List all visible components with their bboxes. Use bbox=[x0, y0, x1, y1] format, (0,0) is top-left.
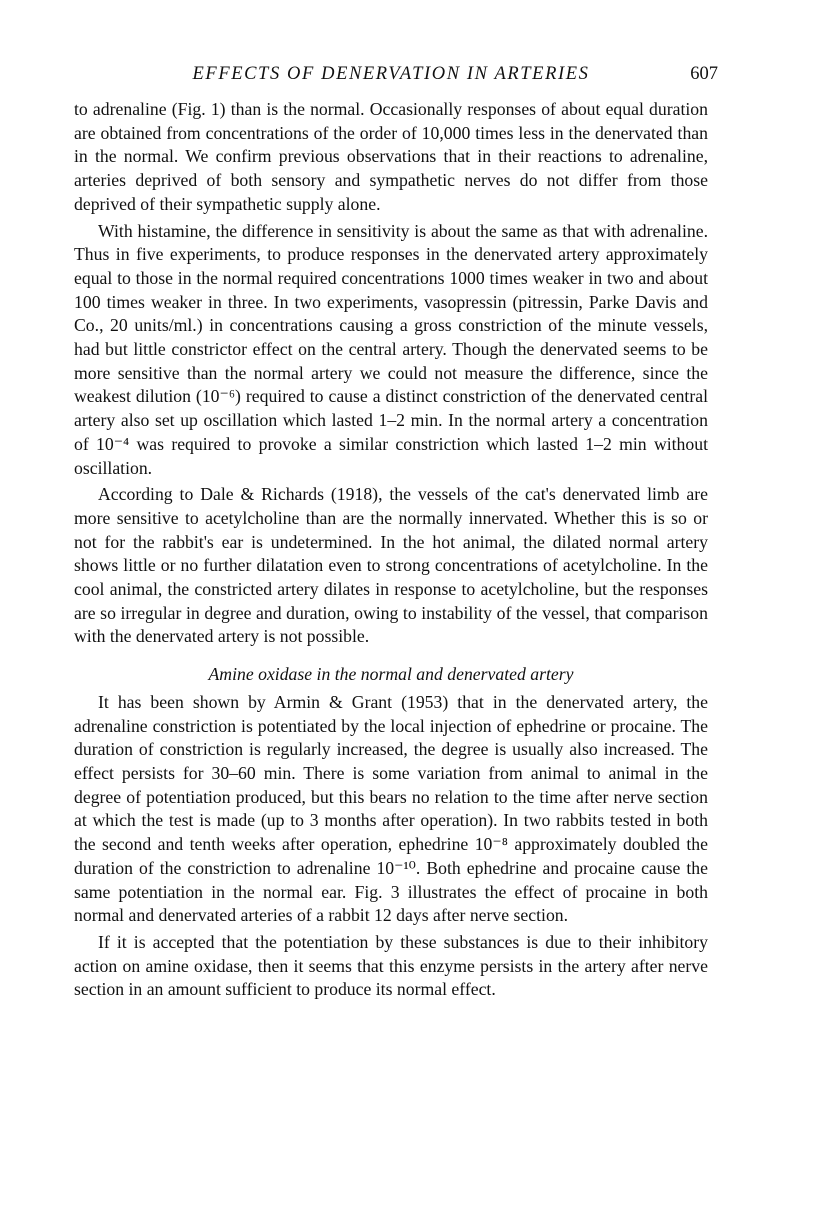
page-number: 607 bbox=[690, 64, 718, 84]
paragraph-continued: to adrenaline (Fig. 1) than is the normal. Occasionally responses of about equal duration are obtained from concentrations of the order of 10,000 times less in the denervated than in the normal. We confirm previous observations that in their reactions to adrenaline, arteries deprived of both sensory and sympathetic nerves do not differ from those deprived of their sympathetic supply alone. bbox=[74, 99, 708, 214]
paragraph-amine-oxidase: If it is accepted that the potentiation by these substances is due to their inhibitory action on amine oxidase, then it seems that this enzyme persists in the artery after nerve section in an amount sufficient to produce its normal effect. bbox=[74, 931, 708, 1000]
paragraph-histamine: With histamine, the difference in sensitivity is about the same as that with adrenaline. Thus in five experiments, to produce responses in the denervated artery approximately equal to those in the normal required concentrations 1000 times weaker in two and about 100 times weaker in three. In two experiments, vasopressin (pitressin, Parke Davis and Co., 20 units/ml.) in concentrations causing a gross constriction of the minute vessels, had but little constrictor effect on the central artery. Though the denervated seems to be more sensitive than the normal artery we could not measure the difference, since the weakest dilution (10⁻⁶) required to cause a distinct constriction of the denervated central artery also set up oscillation which lasted 1–2 min. In the normal artery a concentration of 10⁻⁴ was required to provoke a similar constriction which lasted 1–2 min without oscillation. bbox=[74, 220, 708, 478]
page-header bbox=[74, 64, 718, 98]
running-title: EFFECTS OF DENERVATION IN ARTERIES bbox=[192, 64, 590, 84]
page bbox=[74, 64, 718, 1002]
paragraph-acetylcholine: According to Dale & Richards (1918), the vessels of the cat's denervated limb are more sensitive to acetylcholine than are the normally innervated. Whether this is so or not for the rabbit's ear is undetermined. In the hot animal, the dilated normal artery shows little or no further dilatation even to strong concentrations of acetylcholine. In the cool animal, the constricted artery dilates in response to acetylcholine, but the responses are so irregular in degree and duration, owing to instability of the vessel, that comparison with the denervated artery is not possible. bbox=[74, 484, 708, 647]
paragraph-potentiation: It has been shown by Armin & Grant (1953) that in the denervated artery, the adrenaline constriction is potentiated by the local injection of ephedrine or procaine. The duration of constriction is regularly increased, the degree is usually also increased. The effect persists for 30–60 min. There is some variation from animal to animal in the degree of potentiation produced, but this bears no relation to the time after nerve section at which the test is made (up to 3 months after operation). In two rabbits tested in both the second and tenth weeks after operation, ephedrine 10⁻⁸ approximately doubled the duration of the constriction to adrenaline 10⁻¹⁰. Both ephedrine and procaine cause the same potentiation in the normal ear. Fig. 3 illustrates the effect of procaine in both normal and denervated arteries of a rabbit 12 days after nerve section. bbox=[74, 691, 708, 926]
section-heading: Amine oxidase in the normal and denervated artery bbox=[208, 664, 574, 685]
